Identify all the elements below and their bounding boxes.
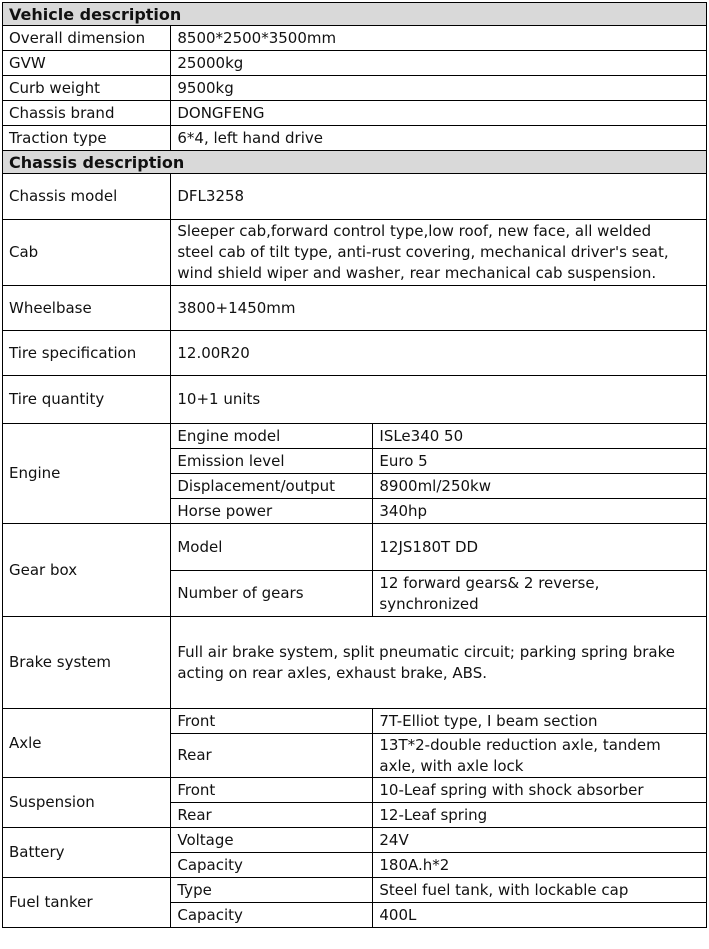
row-value: 6*4, left hand drive <box>171 126 707 151</box>
sub-value: 10-Leaf spring with shock absorber <box>373 778 707 803</box>
sub-value: Steel fuel tank, with lockable cap <box>373 878 707 903</box>
gears-line: synchronized <box>379 594 479 613</box>
axle-rear-line: 13T*2-double reduction axle, tandem <box>379 735 661 754</box>
sub-label: Capacity <box>171 853 373 878</box>
sub-label: Capacity <box>171 903 373 928</box>
row-value: 9500kg <box>171 76 707 101</box>
row-label: Overall dimension <box>3 26 171 51</box>
row-label: Cab <box>3 220 171 286</box>
sub-value: 180A.h*2 <box>373 853 707 878</box>
sub-label: Front <box>171 709 373 734</box>
sub-label: Type <box>171 878 373 903</box>
row-label: Brake system <box>3 617 171 709</box>
group-label-axle: Axle <box>3 709 171 778</box>
sub-label: Engine model <box>171 424 373 449</box>
table-row <box>3 778 707 803</box>
section-heading: Vehicle description <box>3 3 707 26</box>
table-row <box>3 220 707 286</box>
group-label-gearbox: Gear box <box>3 524 171 617</box>
row-label: Tire quantity <box>3 376 171 424</box>
table-row <box>3 51 707 76</box>
section-heading: Chassis description <box>3 151 707 174</box>
table-row <box>3 26 707 51</box>
sub-value: 8900ml/250kw <box>373 474 707 499</box>
table-row <box>3 424 707 449</box>
sub-value: 12JS180T DD <box>373 524 707 571</box>
sub-value: 340hp <box>373 499 707 524</box>
row-label: Chassis model <box>3 174 171 220</box>
sub-label: Front <box>171 778 373 803</box>
sub-value-multiline <box>373 734 707 778</box>
row-value: 25000kg <box>171 51 707 76</box>
sub-value: 24V <box>373 828 707 853</box>
sub-label: Horse power <box>171 499 373 524</box>
sub-label: Displacement/output <box>171 474 373 499</box>
row-label: Wheelbase <box>3 286 171 331</box>
table-row <box>3 174 707 220</box>
spec-table <box>2 2 707 928</box>
group-label-engine: Engine <box>3 424 171 524</box>
cab-line: wind shield wiper and washer, rear mechanical cab suspension. <box>177 264 657 282</box>
section-vehicle-description <box>3 3 707 26</box>
sub-label: Rear <box>171 803 373 828</box>
group-label-fuel-tanker: Fuel tanker <box>3 878 171 928</box>
row-label: GVW <box>3 51 171 76</box>
sub-value: ISLe340 50 <box>373 424 707 449</box>
table-row <box>3 286 707 331</box>
sub-label: Voltage <box>171 828 373 853</box>
sub-value: Euro 5 <box>373 449 707 474</box>
table-row <box>3 878 707 903</box>
row-value-multiline <box>171 220 707 286</box>
group-label-battery: Battery <box>3 828 171 878</box>
cab-line: Sleeper cab,forward control type,low roof, new face, all welded <box>177 222 652 240</box>
table-row <box>3 524 707 571</box>
row-value: DFL3258 <box>171 174 707 220</box>
row-label: Traction type <box>3 126 171 151</box>
row-value: 10+1 units <box>171 376 707 424</box>
table-row <box>3 828 707 853</box>
table-row <box>3 709 707 734</box>
brake-line: acting on rear axles, exhaust brake, ABS. <box>177 663 487 682</box>
row-label: Curb weight <box>3 76 171 101</box>
table-row <box>3 101 707 126</box>
sub-value: 400L <box>373 903 707 928</box>
table-row <box>3 76 707 101</box>
sub-value: 7T-Elliot type, I beam section <box>373 709 707 734</box>
row-value: 8500*2500*3500mm <box>171 26 707 51</box>
sub-label: Model <box>171 524 373 571</box>
table-row <box>3 376 707 424</box>
row-label: Tire specification <box>3 331 171 376</box>
axle-rear-line: axle, with axle lock <box>379 756 524 775</box>
table-row <box>3 617 707 709</box>
sub-label: Rear <box>171 734 373 778</box>
sub-label: Emission level <box>171 449 373 474</box>
row-value: 3800+1450mm <box>171 286 707 331</box>
table-row <box>3 331 707 376</box>
sub-value: 12-Leaf spring <box>373 803 707 828</box>
row-value: DONGFENG <box>171 101 707 126</box>
gears-line: 12 forward gears& 2 reverse, <box>379 573 600 592</box>
cab-line: steel cab of tilt type, anti-rust covering, mechanical driver's seat, <box>177 243 669 261</box>
group-label-suspension: Suspension <box>3 778 171 828</box>
sub-label: Number of gears <box>171 571 373 617</box>
row-label: Chassis brand <box>3 101 171 126</box>
sub-value-multiline <box>373 571 707 617</box>
row-value-multiline <box>171 617 707 709</box>
row-value: 12.00R20 <box>171 331 707 376</box>
table-row <box>3 126 707 151</box>
brake-line: Full air brake system, split pneumatic circuit; parking spring brake <box>177 642 675 661</box>
section-chassis-description <box>3 151 707 174</box>
